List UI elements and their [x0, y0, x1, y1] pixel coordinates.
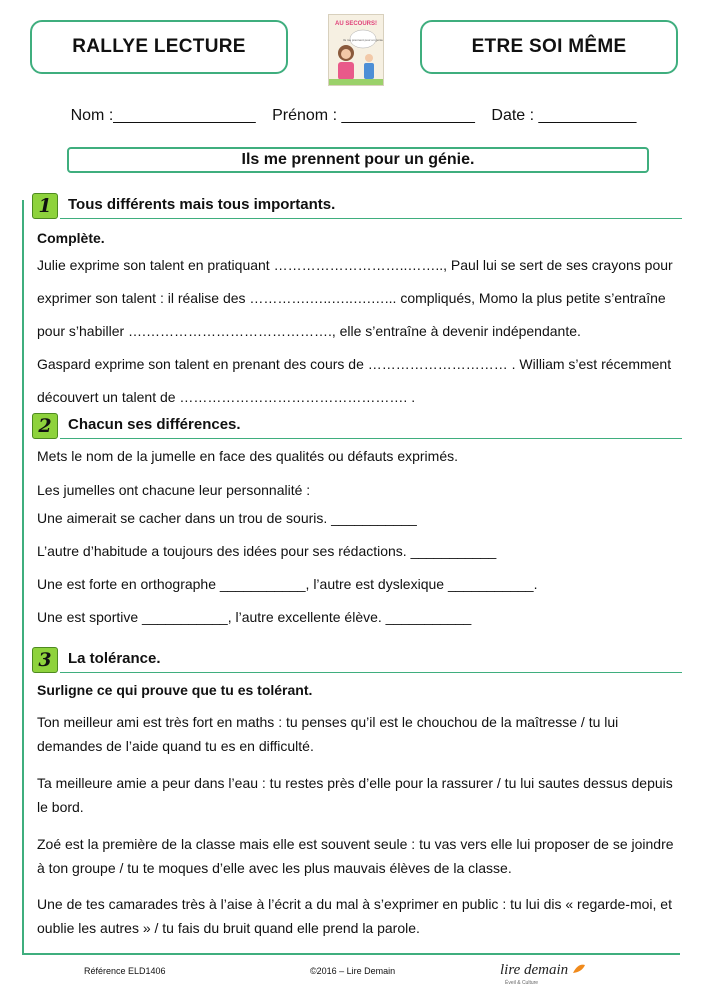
section-3-underline: [60, 672, 682, 673]
frame-left-border: [22, 200, 24, 953]
section-1-title: Tous différents mais tous importants.: [68, 196, 336, 213]
logo-tagline: Éveil & Culture: [505, 980, 539, 986]
footer-copyright: ©2016 – Lire Demain: [310, 966, 396, 976]
section-2-line-2[interactable]: L’autre d’habitude a toujours des idées pour ses rédactions. ___________: [37, 543, 497, 559]
section-2-title: Chacun ses différences.: [68, 416, 241, 433]
section-1-line-5[interactable]: découvert un talent de …………………………………………. .: [37, 389, 416, 405]
lire-demain-logo: [500, 962, 586, 979]
logo-text: lire demain: [500, 962, 569, 978]
section-3-paragraph-2[interactable]: Ta meilleure amie a peur dans l’eau : tu restes près d’elle pour la rassurer / tu lui sautes dessus depuis le bord.: [37, 775, 673, 815]
section-3-paragraph-4[interactable]: Une de tes camarades très à l’aise à l’écrit a du mal à s’exprimer en public : tu lui dis « regarde-moi, et oublie les autres » / tu fais du bruit quand elle prend la parole.: [37, 896, 672, 936]
footer-reference: Référence ELD1406: [84, 966, 166, 976]
prenom-field[interactable]: Prénom : _______________: [272, 107, 475, 124]
section-2-underline: [60, 438, 682, 439]
section-2-line-3[interactable]: Une est forte en orthographe ___________, l’autre est dyslexique ___________.: [37, 576, 538, 592]
section-3-paragraph-3[interactable]: Zoé est la première de la classe mais elle est souvent seule : tu vas vers elle lui proposer de se joindre à ton groupe / tu te moques d’elle avec les plus mauvais élèves de la classe.: [37, 836, 674, 876]
cover-title-text: AU SECOURS!: [334, 21, 378, 27]
section-1-instruction: Complète.: [37, 230, 105, 246]
date-field[interactable]: Date : ___________: [491, 107, 637, 124]
nom-field[interactable]: Nom :________________: [70, 107, 256, 124]
section-3-instruction: Surligne ce qui prouve que tu es tolérant.: [37, 682, 313, 698]
section-1-line-3[interactable]: pour s’habiller ….…………………………………., elle s’entraîne à devenir indépendante.: [37, 323, 581, 339]
rallye-lecture-title: RALLYE LECTURE: [30, 20, 288, 74]
section-3-title: La tolérance.: [68, 650, 161, 667]
identity-fields: [0, 107, 707, 125]
section-2-intro: Les jumelles ont chacune leur personnalité :: [37, 482, 311, 498]
section-2-header: [32, 413, 682, 439]
chapter-title: Ils me prennent pour un génie.: [67, 147, 649, 173]
frame-bottom-border: [22, 953, 680, 955]
section-1-header: [32, 193, 682, 219]
book-cover-illustration: [329, 15, 383, 85]
theme-title: ETRE SOI MÊME: [420, 20, 678, 74]
logo-leaf-icon: [572, 963, 586, 975]
section-3-number: 3: [32, 647, 58, 673]
section-1-line-2[interactable]: exprimer son talent : il réalise des ………….…..…..….…... compliqués, Momo la plus petite s’entraîne: [37, 290, 666, 306]
section-2-number: 2: [32, 413, 58, 439]
section-1-line-1[interactable]: Julie exprime son talent en pratiquant ………………………..…….., Paul lui se sert de ses crayons pour: [37, 257, 673, 273]
section-3-paragraph-1[interactable]: Ton meilleur ami est très fort en maths : tu penses qu’il est le chouchou de la maîtresse / tu lui demandes de l’aide quand tu es en difficulté.: [37, 714, 619, 754]
section-2-line-1[interactable]: Une aimerait se cacher dans un trou de souris. ___________: [37, 510, 417, 526]
book-cover-image: [328, 14, 384, 86]
section-1-number: 1: [32, 193, 58, 219]
section-2-instruction: Mets le nom de la jumelle en face des qualités ou défauts exprimés.: [37, 448, 459, 464]
section-1-underline: [60, 218, 682, 219]
cover-bubble-text: Ils me prennent pour un génie: [343, 38, 383, 42]
section-2-line-4[interactable]: Une est sportive ___________, l’autre excellente élève. ___________: [37, 609, 472, 625]
section-3-header: [32, 647, 682, 673]
section-1-line-4[interactable]: Gaspard exprime son talent en prenant des cours de ………………………… . William s’est récemment: [37, 356, 672, 372]
